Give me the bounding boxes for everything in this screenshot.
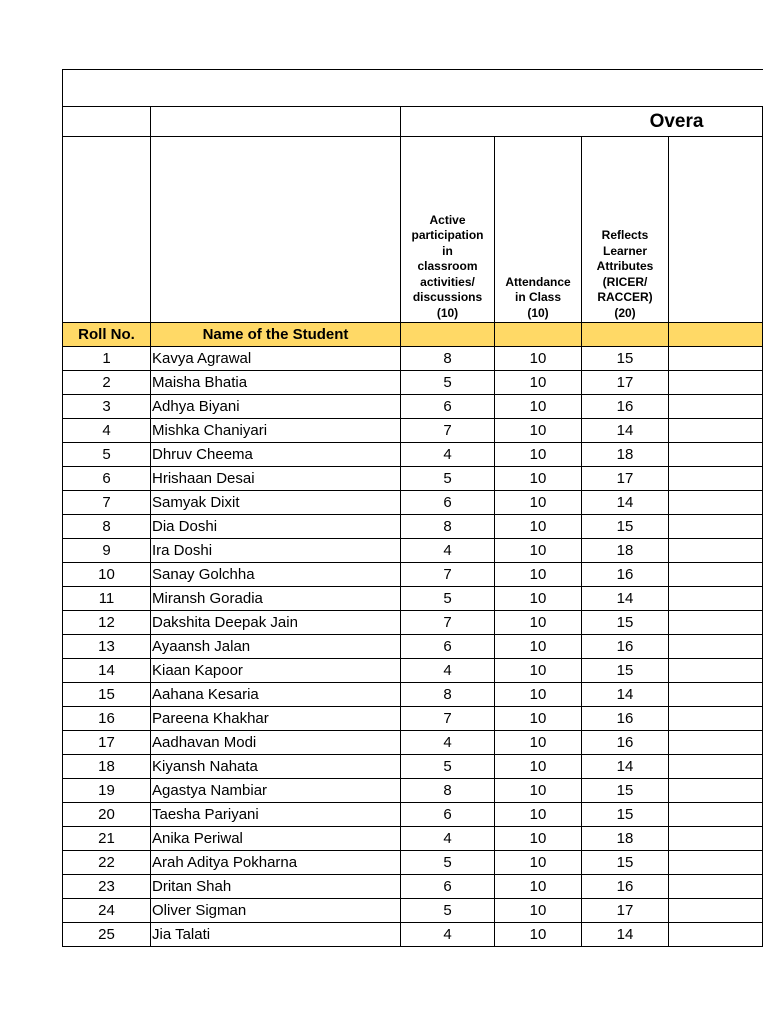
roll-cell[interactable]: 13 [63,635,151,659]
criterion-line: (RICER/ [602,274,648,289]
blank-cell[interactable] [669,683,763,707]
participation-cell[interactable]: 6 [401,635,495,659]
attributes-cell[interactable]: 14 [582,923,669,947]
participation-cell[interactable]: 5 [401,467,495,491]
attributes-cell[interactable]: 14 [582,683,669,707]
name-cell[interactable]: Kavya Agrawal [151,347,401,371]
criterion-line: participation [411,228,484,242]
roll-cell[interactable]: 5 [63,443,151,467]
table-row [63,395,763,419]
blank-cell[interactable] [151,107,401,137]
name-cell[interactable]: Agastya Nambiar [151,779,401,803]
attributes-cell[interactable]: 16 [582,635,669,659]
blank-cell[interactable] [669,731,763,755]
roll-cell[interactable]: 3 [63,395,151,419]
roll-cell[interactable]: 10 [63,563,151,587]
blank-cell[interactable] [669,659,763,683]
roll-cell[interactable]: 24 [63,899,151,923]
blank-cell[interactable] [63,137,151,323]
roll-cell[interactable]: 18 [63,755,151,779]
attributes-cell[interactable]: 15 [582,347,669,371]
blank-cell[interactable] [669,635,763,659]
criterion-participation[interactable] [401,137,495,323]
attendance-cell[interactable]: 10 [495,347,582,371]
participation-cell[interactable]: 5 [401,899,495,923]
participation-cell[interactable]: 6 [401,491,495,515]
participation-cell[interactable]: 4 [401,731,495,755]
blank-cell[interactable] [669,779,763,803]
participation-cell[interactable]: 5 [401,851,495,875]
blank-cell[interactable] [669,515,763,539]
spreadsheet [62,69,704,953]
table-row [63,467,763,491]
table-row [63,779,763,803]
criterion-line: (10) [436,305,459,320]
name-cell[interactable]: Dia Doshi [151,515,401,539]
attendance-cell[interactable]: 10 [495,875,582,899]
participation-cell[interactable]: 4 [401,539,495,563]
roll-cell[interactable]: 14 [63,659,151,683]
attributes-cell[interactable]: 14 [582,419,669,443]
blank-cell[interactable] [669,707,763,731]
blank-cell[interactable] [669,587,763,611]
blank-cell[interactable] [669,923,763,947]
name-cell[interactable]: Hrishaan Desai [151,467,401,491]
criterion-line: Attendance [505,274,571,289]
attendance-cell[interactable]: 10 [495,707,582,731]
participation-cell[interactable]: 6 [401,803,495,827]
table-row [63,899,763,923]
attendance-cell[interactable]: 10 [495,779,582,803]
attributes-cell[interactable]: 16 [582,707,669,731]
attributes-cell[interactable]: 16 [582,395,669,419]
table-row [63,515,763,539]
attendance-cell[interactable]: 10 [495,587,582,611]
roll-cell[interactable]: 16 [63,707,151,731]
criterion-learner-attributes[interactable] [582,137,669,323]
blank-cell[interactable] [669,611,763,635]
criterion-line: activities/ [420,274,475,289]
roll-cell[interactable]: 20 [63,803,151,827]
table-row [63,683,763,707]
attributes-cell[interactable]: 15 [582,851,669,875]
name-cell[interactable]: Aadhavan Modi [151,731,401,755]
attendance-cell[interactable]: 10 [495,539,582,563]
attendance-cell[interactable]: 10 [495,683,582,707]
header-blank-cell[interactable] [582,323,669,347]
title-row [63,107,763,137]
attributes-cell[interactable]: 17 [582,899,669,923]
table-row [63,659,763,683]
blank-cell[interactable] [669,755,763,779]
participation-cell[interactable]: 8 [401,347,495,371]
roll-cell[interactable]: 4 [63,419,151,443]
criterion-line: Reflects [601,228,649,242]
roll-cell[interactable]: 25 [63,923,151,947]
participation-cell[interactable]: 7 [401,419,495,443]
name-cell[interactable]: Taesha Pariyani [151,803,401,827]
criterion-line: Learner [602,243,648,258]
table-row [63,707,763,731]
table-row [63,827,763,851]
blank-cell[interactable] [63,107,151,137]
grade-table [62,69,763,947]
participation-cell[interactable]: 5 [401,755,495,779]
participation-cell[interactable]: 4 [401,827,495,851]
attributes-cell[interactable]: 17 [582,371,669,395]
header-blank-cell[interactable] [401,323,495,347]
attendance-cell[interactable]: 10 [495,899,582,923]
attributes-cell[interactable]: 16 [582,731,669,755]
name-header[interactable]: Name of the Student [151,323,401,347]
roll-header[interactable]: Roll No. [63,323,151,347]
attendance-cell[interactable]: 10 [495,803,582,827]
blank-cell[interactable] [669,137,763,323]
table-row [63,443,763,467]
blank-cell[interactable] [669,395,763,419]
roll-cell[interactable]: 23 [63,875,151,899]
criterion-line: (10) [527,305,549,320]
attendance-cell[interactable]: 10 [495,467,582,491]
attendance-cell[interactable]: 10 [495,419,582,443]
attributes-cell[interactable]: 14 [582,491,669,515]
participation-cell[interactable]: 5 [401,371,495,395]
name-cell[interactable]: Ira Doshi [151,539,401,563]
header-row [63,323,763,347]
table-row [63,371,763,395]
blank-cell[interactable] [669,563,763,587]
name-cell[interactable]: Mishka Chaniyari [151,419,401,443]
blank-cell[interactable] [669,827,763,851]
roll-cell[interactable]: 19 [63,779,151,803]
blank-cell[interactable] [669,875,763,899]
name-cell[interactable]: Maisha Bhatia [151,371,401,395]
table-row [63,923,763,947]
table-row [63,347,763,371]
attendance-cell[interactable]: 10 [495,611,582,635]
blank-cell[interactable] [669,851,763,875]
name-cell[interactable]: Dhruv Cheema [151,443,401,467]
name-cell[interactable]: Pareena Khakhar [151,707,401,731]
blank-cell[interactable] [669,803,763,827]
attendance-cell[interactable]: 10 [495,851,582,875]
participation-cell[interactable]: 7 [401,707,495,731]
attendance-cell[interactable]: 10 [495,755,582,779]
attributes-cell[interactable]: 16 [582,563,669,587]
name-cell[interactable]: Ayaansh Jalan [151,635,401,659]
name-cell[interactable]: Dritan Shah [151,875,401,899]
participation-cell[interactable]: 5 [401,587,495,611]
participation-cell[interactable]: 8 [401,779,495,803]
participation-cell[interactable]: 8 [401,515,495,539]
attendance-cell[interactable]: 10 [495,731,582,755]
participation-cell[interactable]: 4 [401,923,495,947]
roll-cell[interactable]: 17 [63,731,151,755]
roll-cell[interactable]: 9 [63,539,151,563]
name-cell[interactable]: Dakshita Deepak Jain [151,611,401,635]
roll-cell[interactable]: 2 [63,371,151,395]
name-cell[interactable]: Anika Periwal [151,827,401,851]
participation-cell[interactable]: 7 [401,563,495,587]
table-row [63,803,763,827]
header-blank-cell[interactable] [495,323,582,347]
criterion-line: in [442,243,453,258]
roll-cell[interactable]: 15 [63,683,151,707]
criterion-line: Active [429,212,466,227]
attendance-cell[interactable]: 10 [495,923,582,947]
name-cell[interactable]: Samyak Dixit [151,491,401,515]
table-row [63,587,763,611]
roll-cell[interactable]: 6 [63,467,151,491]
table-row [63,851,763,875]
attendance-cell[interactable]: 10 [495,563,582,587]
attributes-cell[interactable]: 15 [582,803,669,827]
name-cell[interactable]: Miransh Goradia [151,587,401,611]
name-cell[interactable]: Arah Aditya Pokharna [151,851,401,875]
criterion-attendance[interactable] [495,137,582,323]
name-cell[interactable]: Oliver Sigman [151,899,401,923]
attributes-cell[interactable]: 15 [582,779,669,803]
attendance-cell[interactable]: 10 [495,827,582,851]
roll-cell[interactable]: 22 [63,851,151,875]
attributes-cell[interactable]: 14 [582,587,669,611]
name-cell[interactable]: Adhya Biyani [151,395,401,419]
roll-cell[interactable]: 1 [63,347,151,371]
criterion-line: RACCER) [597,290,653,304]
blank-top-row [63,70,763,107]
table-row [63,731,763,755]
participation-cell[interactable]: 6 [401,875,495,899]
table-row [63,611,763,635]
participation-cell[interactable]: 6 [401,395,495,419]
participation-cell[interactable]: 4 [401,659,495,683]
attendance-cell[interactable]: 10 [495,659,582,683]
roll-cell[interactable]: 21 [63,827,151,851]
roll-cell[interactable]: 8 [63,515,151,539]
name-cell[interactable]: Jia Talati [151,923,401,947]
participation-cell[interactable]: 7 [401,611,495,635]
name-cell[interactable]: Aahana Kesaria [151,683,401,707]
table-row [63,563,763,587]
participation-cell[interactable]: 8 [401,683,495,707]
attributes-cell[interactable]: 18 [582,539,669,563]
roll-cell[interactable]: 11 [63,587,151,611]
participation-cell[interactable]: 4 [401,443,495,467]
table-row [63,875,763,899]
attributes-cell[interactable]: 15 [582,659,669,683]
attributes-cell[interactable]: 17 [582,467,669,491]
criterion-line: classroom [417,259,478,273]
name-cell[interactable]: Kiyansh Nahata [151,755,401,779]
blank-cell[interactable] [669,467,763,491]
criterion-line: discussions [412,290,483,304]
header-blank-cell[interactable] [669,323,763,347]
table-row [63,755,763,779]
blank-cell[interactable] [669,899,763,923]
attendance-cell[interactable]: 10 [495,395,582,419]
attendance-cell[interactable]: 10 [495,635,582,659]
blank-cell[interactable] [669,491,763,515]
criterion-line: (20) [614,305,636,320]
name-cell[interactable]: Kiaan Kapoor [151,659,401,683]
criteria-row [63,137,763,323]
blank-cell[interactable] [669,371,763,395]
blank-cell[interactable] [669,539,763,563]
name-cell[interactable]: Sanay Golchha [151,563,401,587]
attributes-cell[interactable]: 16 [582,875,669,899]
attributes-cell[interactable]: 15 [582,611,669,635]
attendance-cell[interactable]: 10 [495,515,582,539]
attributes-cell[interactable]: 18 [582,827,669,851]
table-row [63,491,763,515]
criterion-line: Attributes [596,259,654,273]
table-row [63,539,763,563]
attributes-cell[interactable]: 15 [582,515,669,539]
roll-cell[interactable]: 12 [63,611,151,635]
attendance-cell[interactable]: 10 [495,371,582,395]
blank-cell[interactable] [669,419,763,443]
table-row [63,419,763,443]
blank-cell[interactable] [669,443,763,467]
roll-cell[interactable]: 7 [63,491,151,515]
attributes-cell[interactable]: 14 [582,755,669,779]
attendance-cell[interactable]: 10 [495,491,582,515]
table-row [63,635,763,659]
sheet-title[interactable]: Overa [401,107,763,137]
blank-cell[interactable] [669,347,763,371]
blank-cell[interactable] [63,70,763,107]
attributes-cell[interactable]: 18 [582,443,669,467]
blank-cell[interactable] [151,137,401,323]
attendance-cell[interactable]: 10 [495,443,582,467]
criterion-line: in Class [514,290,562,304]
